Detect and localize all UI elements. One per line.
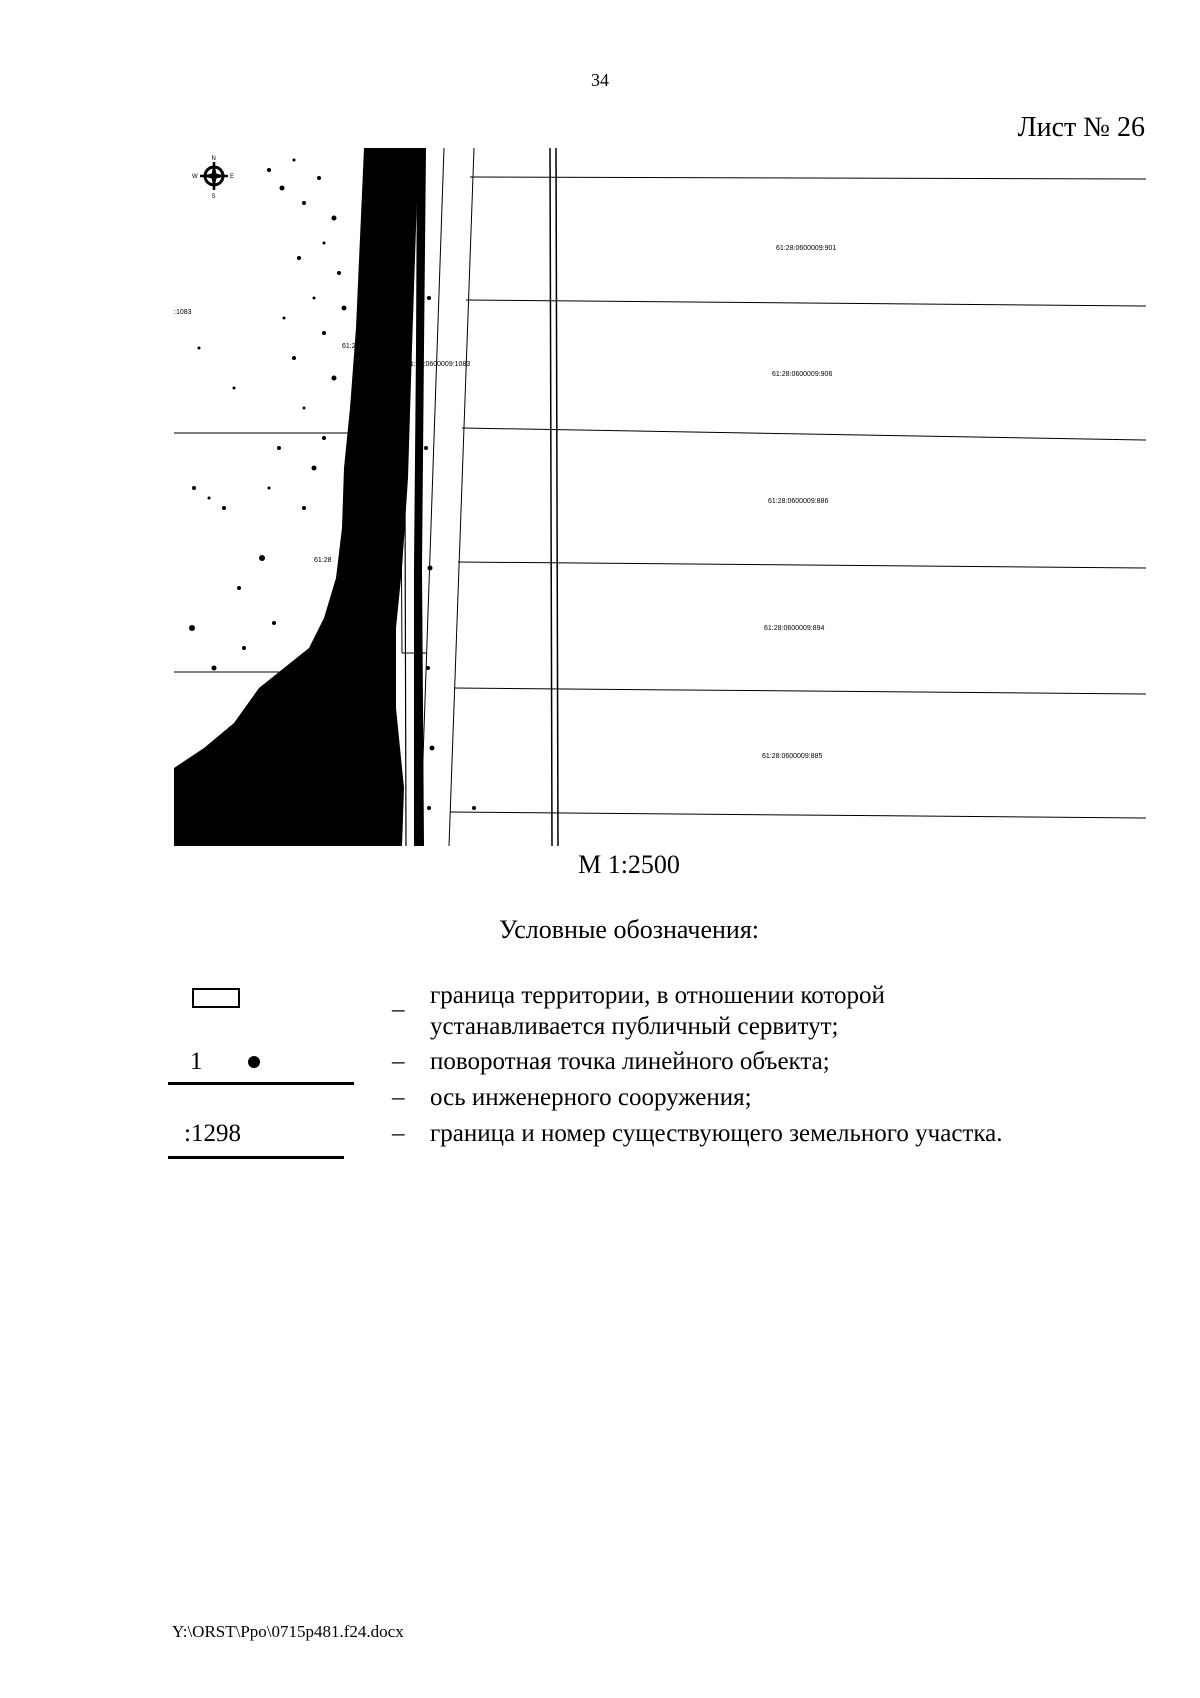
sheet-label: Лист № 26	[1017, 112, 1145, 143]
compass-label-w: W	[192, 174, 198, 180]
legend-dash: –	[392, 1084, 405, 1111]
legend-item-parcel	[0, 1118, 1200, 1166]
legend-text: поворотная точка линейного объекта;	[430, 1048, 830, 1075]
compass-label-n: N	[211, 156, 216, 162]
legend-item-axis	[0, 1082, 1200, 1116]
legend-text: граница и номер существующего земельного участка.	[430, 1120, 1003, 1147]
parcel-label: 61:28:0600009:901	[776, 245, 837, 252]
legend-item-turning-point	[0, 1046, 1200, 1080]
point-dot-icon	[248, 1056, 260, 1068]
parcel-label: 61:28:0600009:894	[764, 625, 825, 632]
legend-text-line: граница территории, в отношении которой	[430, 982, 885, 1009]
left-parcel-label: 61:28	[314, 557, 332, 564]
footer-file-path: Y:\ORST\Ppo\0715p481.f24.docx	[172, 1622, 404, 1641]
compass-label-s: S	[211, 194, 216, 200]
legend-item-servitude-boundary	[0, 980, 1200, 1044]
left-parcel-label: 61:28:0600009:1083	[406, 361, 471, 368]
legend-text-line: устанавливается публичный сервитут;	[430, 1013, 839, 1040]
page-number: 34	[591, 70, 609, 90]
point-number: 1	[190, 1048, 203, 1075]
parcel-boundary-line-icon	[168, 1156, 344, 1159]
legend-dash: –	[392, 1048, 405, 1075]
parcel-label: 61:28:0600009:885	[762, 753, 823, 760]
parcel-label: 61:28:0600009:886	[768, 498, 829, 505]
parcel-label: 61:28:0600009:906	[772, 371, 833, 378]
legend-title: Условные обозначения:	[498, 915, 760, 944]
axis-line-icon	[168, 1082, 354, 1085]
legend-dash: –	[392, 996, 405, 1023]
map-image	[174, 148, 1146, 846]
scale-label: М 1:2500	[578, 850, 680, 879]
left-parcel-label: 61:28	[342, 343, 360, 350]
legend-text: ось инженерного сооружения;	[430, 1084, 752, 1111]
rectangle-boundary-icon	[192, 988, 240, 1008]
compass-label-e: E	[230, 174, 235, 180]
left-parcel-label: :1083	[174, 309, 192, 316]
legend-dash: –	[392, 1120, 405, 1147]
parcel-number-sample: :1298	[184, 1120, 241, 1147]
legend-text	[430, 980, 1150, 1042]
